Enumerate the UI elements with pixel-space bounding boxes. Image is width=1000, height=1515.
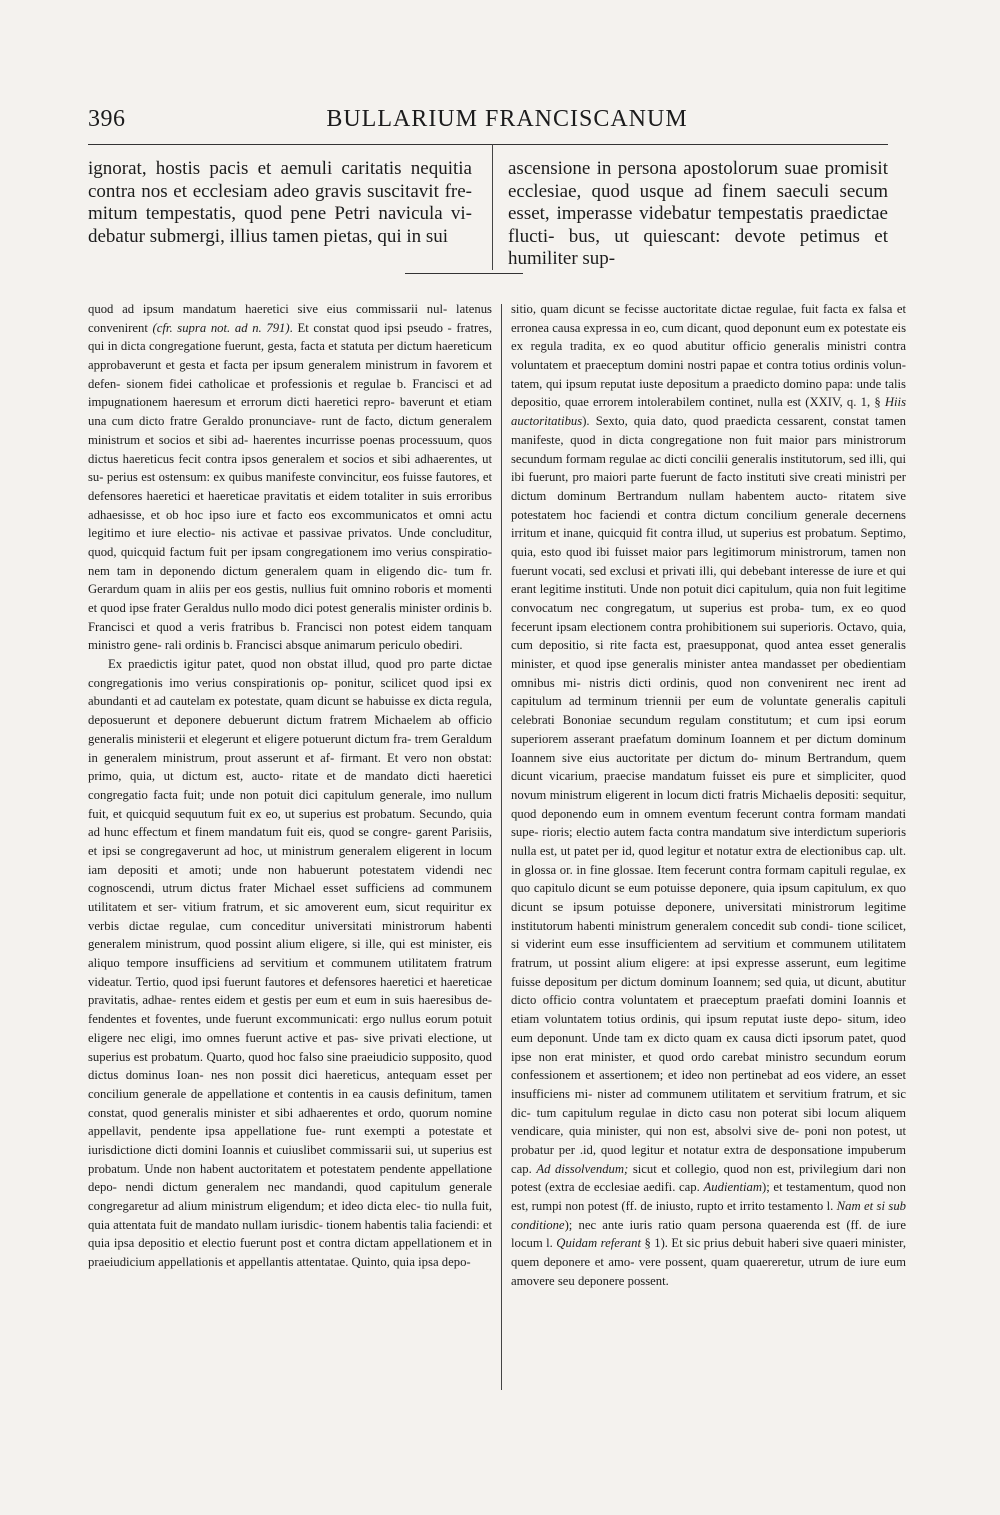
text-line: nes non possit dici haereticus, antequam esset per concilium xyxy=(88,1068,492,1101)
text-line: Ex praedictis igitur patet, quod non obstat illud, quod xyxy=(108,657,402,672)
text-line: potestate, quam dicunt se habuisse ex dicta regula, deposuerunt xyxy=(88,694,492,728)
text-line: pro parte dictae congregationis imo verius conspirationis op- xyxy=(88,657,492,690)
text-line: nister ad communem utilitatem et servitium fratrum, et sic dic- xyxy=(511,1086,906,1120)
text-line: ordo, quorum nomine appellavit, pendente ipsa appellatione fue- xyxy=(88,1105,492,1139)
text-line: tio nulla fuit, quia attentata fuit de mandato nullam iurisdic- xyxy=(88,1199,493,1232)
text-line: facto eos excommunicatos et omni actu legitimo et iure electio- xyxy=(88,507,493,541)
text-line: se eum potuisse deponere, quia ipsum capitulum, ex quo dicunt xyxy=(511,881,906,914)
text-line: hoc falso sine praeiudicio supposito, quod dictus dominus Ioan- xyxy=(88,1049,492,1083)
paragraph xyxy=(88,300,492,655)
text-line: fuisset eis pure et simpliciter, quod novum ministrum eligerent xyxy=(511,769,907,802)
text-line: carebat ministro secundum eorum confessionem et assertionem; xyxy=(511,1049,906,1083)
text-line: tum, ex eo quod fecerunt ipsam electionem contra prohibitionem xyxy=(511,601,906,634)
text-line: ministri per dictum dominum Bertrandum nullam habentem aucto- xyxy=(511,470,907,503)
text-segment: ); et testamentum, quod non xyxy=(762,1180,906,1195)
text-line: ascensione in persona apostolorum suae promisit xyxy=(508,158,888,179)
text-line: ut superius est probatum. Septimo, quia, esto quod ibi fuisset xyxy=(511,526,906,559)
text-line: qui est minister, eis aliquo tempore insufficiens ad servitium et xyxy=(88,937,492,971)
text-segment: quaerenda est (ff. de iure locum l. xyxy=(511,1217,906,1251)
text-line: imperasse videbatur tempestatis praedictae flucti- xyxy=(508,203,888,247)
text-line: sive privati electione, ut superius est probatum. Quarto, quod xyxy=(88,1030,492,1064)
italic-citation: (cfr. supra not. ad n. 791) xyxy=(152,320,290,335)
text-line: et ideo non pertinebat ad eos videre, an esset insufficiens mi- xyxy=(511,1068,907,1101)
text-line: sitio, quam dicunt se fecisse auctoritate dictae regulae, fuit xyxy=(511,302,819,316)
text-segment: . Et constat quod xyxy=(289,320,380,335)
text-line: in locum dicti fratris Michaelis depositi: sequitur, quod deponendo xyxy=(511,787,906,821)
text-line: et deponere debuerunt dictum fratrem Michaelem ab officio xyxy=(157,713,493,728)
column-divider xyxy=(492,144,493,270)
text-line: est, rumpi non potest (ff. de iniusto, rupto et irrito testamento l. xyxy=(511,1199,834,1213)
text-line: sequutum fuit ex eo, ut superius est probatum. Secundo, quia xyxy=(174,806,492,821)
body-right-column xyxy=(511,300,906,1290)
text-line: ad hunc effectum et finem mandatum fuit eis, quod se congre- xyxy=(88,825,412,840)
text-line: fuit legitime convocatum nec congregatum, ut superius est proba- xyxy=(511,582,907,615)
top-right-column xyxy=(508,158,888,271)
text-line: generale de appellatione et contentis in ea causis definitum, xyxy=(143,1086,457,1101)
text-line: extra de electionibus cap. ult. in glossa or. in fine glossae. Item xyxy=(511,843,907,877)
text-line: tatem, qui ipsum reputat iuste depositum a praedicto domino xyxy=(511,376,822,391)
text-line: et facta per ipsum generalem ministrum in favorem et defen- xyxy=(88,358,492,391)
text-line: rentes eidem et gestis per eum et eum in suis haeresibus de- xyxy=(180,993,493,1008)
text-line: poni non potest, ut probatur per .id, quod legitur et notatur xyxy=(511,1124,906,1157)
text-line: potest generalis minister ordinis b. Francisci et quod a veris xyxy=(88,601,492,634)
text-segment: extra de desponsatione impuberum cap. xyxy=(511,1142,907,1176)
text-line: celebrati Bononiae secundum regulam constitutum; et cum ipsi xyxy=(511,713,866,728)
text-line: nis activae et passivae privatos. Unde concluditur, quod, quicquid xyxy=(88,526,493,559)
text-line: facta ex falsa et erronea causa expressa in eo, cum dicant, xyxy=(511,302,907,335)
text-line: generalis minister antea mandasset per obedientiam omnibus mi- xyxy=(511,657,906,690)
text-line: ad terminum triennii per eum de voluntate generalis capituli xyxy=(569,694,906,709)
text-line: eorum potuit eligere nec eligi, imo omnes fuerunt active et pas- xyxy=(88,1012,493,1045)
text-line: totaliter in suis erroribus adhaesisse, et ob hoc ipso iure et xyxy=(88,488,492,522)
text-segment: § 1). Et sic xyxy=(641,1236,701,1251)
text-line: communem utilitatem fratrum, ut possint alium eligere: at ipsi xyxy=(511,937,907,971)
text-line: fecerunt contra formam capituli regulae, ex quo capitulo dicunt xyxy=(511,862,907,896)
text-line: praeceptum domini nostri papae et contra totius ordinis volun- xyxy=(584,358,906,373)
text-line: contra voluntatem et praeceptum praefati domini Ioannis et xyxy=(582,993,906,1008)
text-line: fautores et defensores haeretici et haereticae pravitatis, adhae- xyxy=(88,974,492,1008)
text-line: nistris dicti ordinis, quod non convenirent nec irent ad capitulum xyxy=(511,675,906,709)
text-line: papa: unde talis depositio, quae errorem intolerabilem continet, xyxy=(511,376,906,410)
text-line: prius debuit haberi sive quaeri minister, quem deponere et amo- xyxy=(511,1236,906,1270)
text-line: quod abutitur officio generalis ministri contra voluntatem et xyxy=(511,339,906,373)
text-line: minum Bertrandum, quem dicunt vicarium, praecise mandatum xyxy=(511,750,907,784)
text-line: nendi dictum generalem nec mandandi, quod capitulum generale xyxy=(125,1180,492,1195)
text-line: et ad impugnationem haeresum et errorum dicti haeretici repro- xyxy=(88,376,492,410)
text-line: ponitur, scilicet quod ipsi ex abundanti et ad cautelam ex xyxy=(88,675,492,709)
text-line: tionem habentis talia faciendi: et quia ipsa depositio et electio xyxy=(88,1217,492,1251)
text-line: runt de facto, dictum generalem ministrum et socios et sibi ad- xyxy=(88,414,492,447)
text-line: cuiuslibet commissarii sui, ut superius est probatum. Unde non xyxy=(88,1142,492,1176)
text-line: tamen constat, quod generalis minister et sibi adhaerentes et xyxy=(88,1086,493,1120)
text-line: situm, ideo eum deponunt. Unde tam ex dicto quam ex causa xyxy=(511,1012,907,1045)
body-text-section xyxy=(88,300,908,1390)
text-line: generalis ministerii et elegerunt et eligere potuerunt dictum fra- xyxy=(88,731,412,746)
text-segment: ). Sexto, quia dato, xyxy=(582,414,687,429)
text-line: appellationis et appellantis attentatae. Quinto, quia ipsa depo- xyxy=(158,1255,471,1270)
text-line: runt exempti a potestate et iurisdictione dicti domini Ioannis et xyxy=(88,1124,492,1157)
text-line: aliquem vendicare, quia minister, qui non est, absolvi sive de- xyxy=(511,1105,907,1139)
text-line: ritate et de mandato dicti haeretici congregatio facta fuit; unde xyxy=(88,769,492,802)
text-line: trem Geraldum in generalem ministrum, prout asserunt et af- xyxy=(88,731,493,765)
text-segment: latenus convenirent xyxy=(88,302,492,335)
page-number: 396 xyxy=(88,106,126,132)
text-line: ritatem sive potestatem hoc faciendi et contra dictum concilium xyxy=(511,488,907,522)
text-line: quod praedicta cessarent, constat tamen manifeste, quod in dicta xyxy=(511,414,906,447)
text-line: sionem fidei catholicae et professionis et regulae b. Francisci xyxy=(126,376,459,391)
text-line xyxy=(594,1180,906,1194)
italic-citation: Hiis auctoritatibus xyxy=(511,395,907,429)
text-line: bus, ut quiescant: devote petimus et humiliter sup- xyxy=(508,225,889,270)
italic-citation: Nam et si sub conditione xyxy=(511,1199,907,1232)
text-line: praesupponat, quod antea esset generalis minister, et quod ipse xyxy=(511,638,906,672)
text-line: sui superioris. Octavo, quia, cum depositio, si rite facta est, xyxy=(511,619,907,653)
text-line: se ipsum potuisse deponere, universitati ministrorum legitime xyxy=(552,900,907,914)
text-line: baverunt et etiam una cum dicto fratre Geraldo pronunciave- xyxy=(88,395,492,429)
text-line: quod ad ipsum mandatum haeretici sive eius commissarii nul- xyxy=(88,302,448,316)
text-line: institutorum habenti ministrum generalem concedit sub condi- xyxy=(511,918,834,933)
text-line: frater Michael esset sufficiens ad communem utilitatem et ser- xyxy=(88,881,492,914)
text-line: ecclesiae, quod usque ad finem saeculi secum esset, xyxy=(508,180,888,225)
text-line: haerentes incurrisse poenas processuum, quos dictus haereticus xyxy=(88,432,492,466)
text-line: sed exclusi et privati illi, qui debebant interesse de iure et qui xyxy=(589,563,906,578)
text-line: quod deponunt eum ex potestate eis ex regula tradita, ex eo xyxy=(511,320,907,354)
text-line: dicti ipsorum patet, quod ipse non erat minister, et quod ordo xyxy=(511,1030,906,1064)
text-line: tione scilicet, si viderint eum esse insufficientem ad servitium et xyxy=(511,918,906,952)
text-line: rali ordinis b. Francisci absque animarum periculo obediri. xyxy=(164,638,463,653)
text-line: verbis dictae regulae, cum conceditur universitati ministrorum xyxy=(88,918,445,933)
text-line: erant legitime instituti. Unde non potuit dici capitulum, quia non xyxy=(511,582,841,597)
text-line: facta et statuta per dictum haereticum approbaverunt et gesta xyxy=(88,339,493,373)
body-left-column xyxy=(88,300,492,1272)
text-line: fautores, et defensores haeretici et haereticae pravitatis et eidem xyxy=(88,470,493,503)
text-line: ignorat, hostis pacis et aemuli caritatis nequitia xyxy=(88,158,472,179)
header-rule xyxy=(88,144,888,145)
text-segment: nulla est (XXIV, q. 1, § xyxy=(757,395,885,410)
text-line: vitium fratrum, et sic amoverent eum, sicut requiritur ex xyxy=(182,900,493,914)
text-line: congregaretur ad alium ministrum eligendum; et ideo dicta elec- xyxy=(88,1199,421,1213)
text-line: deponere possent. xyxy=(577,1273,669,1288)
text-line: maior pars legitimorum ministrorum, tamen non fuerunt vocati, xyxy=(511,544,906,578)
running-title: BULLARIUM FRANCISCANUM xyxy=(326,106,688,132)
text-line: non potuit dici capitulum generale, imo nullum fuit, et quicquid xyxy=(88,787,492,821)
text-line: tum fr. Gerardum quam in aliis per eos gestis, nullius fuit omnino xyxy=(88,563,493,597)
text-line: fecit contra ipsos generalem et socios et sibi adhaerentes, ut su- xyxy=(88,451,493,485)
paragraph xyxy=(88,655,492,1272)
text-line: firmant. Et vero non obstat: primo, quia, ut dictum est, aucto- xyxy=(88,750,492,784)
text-line: eum in omnem eventum fecerunt contra formam mandati supe- xyxy=(511,806,907,840)
text-line: habuerunt potestatem videndi nec cognoscendi, utrum dictus xyxy=(88,862,492,896)
text-line: perius est ostensum: ex quibus manifeste convincitur, eos fuisse xyxy=(106,470,433,485)
paragraph xyxy=(511,300,906,1290)
page-header xyxy=(88,104,886,140)
text-line: contra nos et ecclesiam adeo gravis suscitavit fre- xyxy=(88,180,472,202)
text-line: superioris nulla est, ut patet per id, quod legitur et notatur xyxy=(511,825,907,858)
text-line: debatur submergi, illius tamen pietas, qui in sui xyxy=(88,225,449,247)
text-line: generale decernens irritum et inane, quicquid fit contra illud, xyxy=(511,507,906,541)
top-left-column xyxy=(88,158,472,248)
text-line: generalem eligerent in locum iam depositi et amoti; unde non xyxy=(88,843,493,877)
text-line: ipsi pseudo - fratres, qui in dicta congregatione fuerunt, gesta, xyxy=(88,320,493,354)
text-line: fuerunt, pro maiori parte fuerunt de facto instituti sive creati xyxy=(528,470,843,485)
text-line: factum fuit per ipsam congregationem imo verius conspiratio- xyxy=(169,544,493,559)
text-line: congregatione non fuit maior pars ministrorum secundum formam xyxy=(511,432,906,466)
text-line: dominum Ioannem; sed quia, ut dicunt, abutitur dicto officio xyxy=(511,974,906,1008)
text-line: garent Parisiis, et ipsi se congregaverunt ad hoc, ut ministrum xyxy=(88,825,492,858)
text-line: fuerunt post et contra dictam appellationem et in praeiudicium xyxy=(88,1236,492,1270)
italic-citation: Quidam referant xyxy=(556,1236,642,1251)
text-line: fendentes et foventes, unde fuerunt excommunicati: ergo nullus xyxy=(88,1012,421,1027)
italic-citation: Audientiam xyxy=(703,1180,762,1195)
text-line: et collegio, quod non est, privilegium dari non potest (extra de xyxy=(511,1161,907,1195)
text-line: tum capitulum regulae in dicto casu non poterat sibi locum xyxy=(536,1105,860,1120)
text-line: mitum tempestatis, quod pene Petri navicula vi- xyxy=(88,203,472,225)
text-line: nem tam in deponendo dictum generalem quam in eligendo dic- xyxy=(88,563,448,578)
text-line: etiam voluntatem totius ordinis, qui ipsum reputat iuste depo- xyxy=(511,1012,842,1027)
text-line: habent auctoritatem et potestatem pendente appellatione depo- xyxy=(88,1161,493,1195)
column-divider xyxy=(501,304,502,1390)
text-line: roboris et momenti et quod ipse frater Geraldus nullo modo dici xyxy=(88,582,492,615)
italic-citation: Ad dissolvendum; xyxy=(536,1161,629,1176)
text-line: vere possent, quam quaereretur, utrum de iure eum amovere seu xyxy=(511,1255,906,1288)
text-segment: sicut xyxy=(628,1161,657,1176)
top-text-section xyxy=(88,158,889,270)
text-line: fratribus b. Francisci non potest eidem tanquam ministro gene- xyxy=(88,619,493,653)
text-segment: ecclesiae aedifi. cap. xyxy=(593,1180,704,1195)
text-line: expresse asserunt, eum legitime fuisse depositum per dictum xyxy=(511,956,906,989)
text-line: regulae ac dicti concilii generalis institutorum, sed illi, qui ibi xyxy=(511,451,906,485)
text-segment: ); nec ante iuris ratio quam persona xyxy=(564,1217,762,1232)
text-line: dictum dominum Ioannem sive eius auctoritate per dictum do- xyxy=(511,731,906,765)
text-line: communem utilitatem fratrum videatur. Tertio, quod ipsi fuerunt xyxy=(88,956,492,989)
text-line: rioris; electio autem facta contra mandatum sive interdictum xyxy=(542,825,853,840)
text-line: habenti generalem ministrum, quod possint alium eligere, si ille, xyxy=(88,918,493,952)
section-rule xyxy=(405,273,523,274)
text-line: eorum superiorem asserant praefatum dominum Ioannem et per xyxy=(511,713,906,746)
